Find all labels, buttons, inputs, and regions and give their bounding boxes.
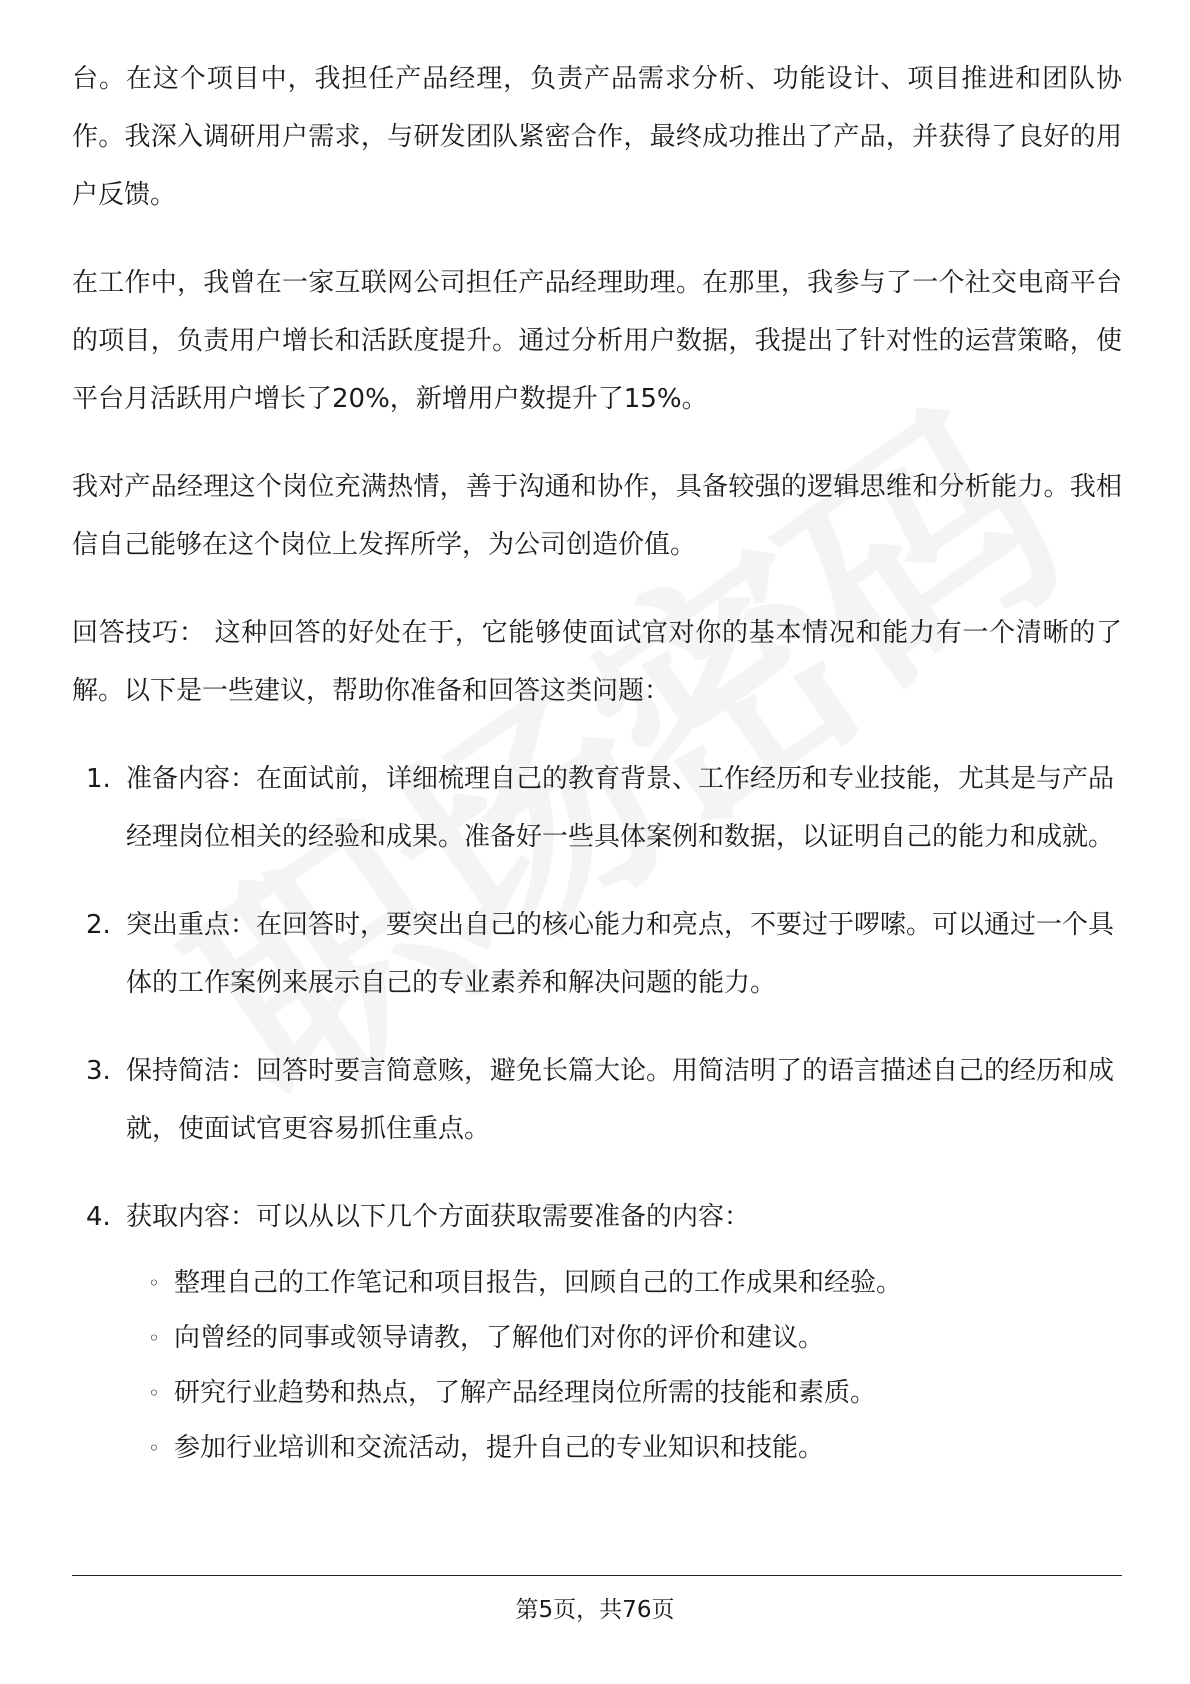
tips-list <box>72 750 1122 1476</box>
page-footer: 第5页，共76页 <box>515 1597 675 1623</box>
paragraph-answer-tips: 回答技巧： 这种回答的好处在于，它能够使面试官对你的基本情况和能力有一个清晰的了解。以下是一些建议，帮助你准备和回答这类问题： <box>72 618 1122 706</box>
paragraph-work-experience: 在工作中，我曾在一家互联网公司担任产品经理助理。在那里，我参与了一个社交电商平台的项目，负责用户增长和活跃度提升。通过分析用户数据，我提出了针对性的运营策略，使平台月活跃用户增长了20%，新增用户数提升了15%。 <box>72 268 1122 414</box>
tip-item <box>72 1188 1122 1476</box>
sub-list-item <box>126 1421 1122 1476</box>
sub-list-item <box>126 1256 1122 1311</box>
bullet-icon: ◦ <box>148 1326 160 1350</box>
tip-text: 获取内容：可以从以下几个方面获取需要准备的内容： <box>126 1202 751 1232</box>
bullet-icon: ◦ <box>148 1271 160 1295</box>
tip-item <box>72 1042 1122 1158</box>
tip-text: 保持简洁：回答时要言简意赅，避免长篇大论。用简洁明了的语言描述自己的经历和成就，使面试官更容易抓住重点。 <box>126 1056 1115 1144</box>
tip-number: 1. <box>86 764 111 794</box>
bullet-icon: ◦ <box>148 1381 160 1405</box>
sub-list-item <box>126 1311 1122 1366</box>
tip-number: 4. <box>86 1202 111 1232</box>
tip-text: 突出重点：在回答时，要突出自己的核心能力和亮点，不要过于啰嗦。可以通过一个具体的工作案例来展示自己的专业素养和解决问题的能力。 <box>126 910 1115 998</box>
bullet-icon: ◦ <box>148 1436 160 1460</box>
tip-number: 2. <box>86 910 111 940</box>
sub-list-item <box>126 1366 1122 1421</box>
sub-item-text: 参加行业培训和交流活动，提升自己的专业知识和技能。 <box>174 1433 825 1463</box>
tip-item <box>72 750 1122 866</box>
sub-list <box>126 1256 1122 1476</box>
tip-number: 3. <box>86 1056 111 1086</box>
paragraph-passion: 我对产品经理这个岗位充满热情，善于沟通和协作，具备较强的逻辑思维和分析能力。我相信自己能够在这个岗位上发挥所学，为公司创造价值。 <box>72 472 1122 560</box>
paragraph-project: 台。在这个项目中，我担任产品经理，负责产品需求分析、功能设计、项目推进和团队协作。我深入调研用户需求，与研发团队紧密合作，最终成功推出了产品，并获得了良好的用户反馈。 <box>72 64 1122 210</box>
page-content <box>72 50 1122 1506</box>
footer-divider <box>72 1575 1122 1576</box>
tip-text: 准备内容：在面试前，详细梳理自己的教育背景、工作经历和专业技能，尤其是与产品经理岗位相关的经验和成果。准备好一些具体案例和数据，以证明自己的能力和成就。 <box>126 764 1115 852</box>
tip-item <box>72 896 1122 1012</box>
sub-item-text: 整理自己的工作笔记和项目报告，回顾自己的工作成果和经验。 <box>174 1268 903 1298</box>
sub-item-text: 向曾经的同事或领导请教，了解他们对你的评价和建议。 <box>174 1323 825 1353</box>
sub-item-text: 研究行业趋势和热点，了解产品经理岗位所需的技能和素质。 <box>174 1378 877 1408</box>
